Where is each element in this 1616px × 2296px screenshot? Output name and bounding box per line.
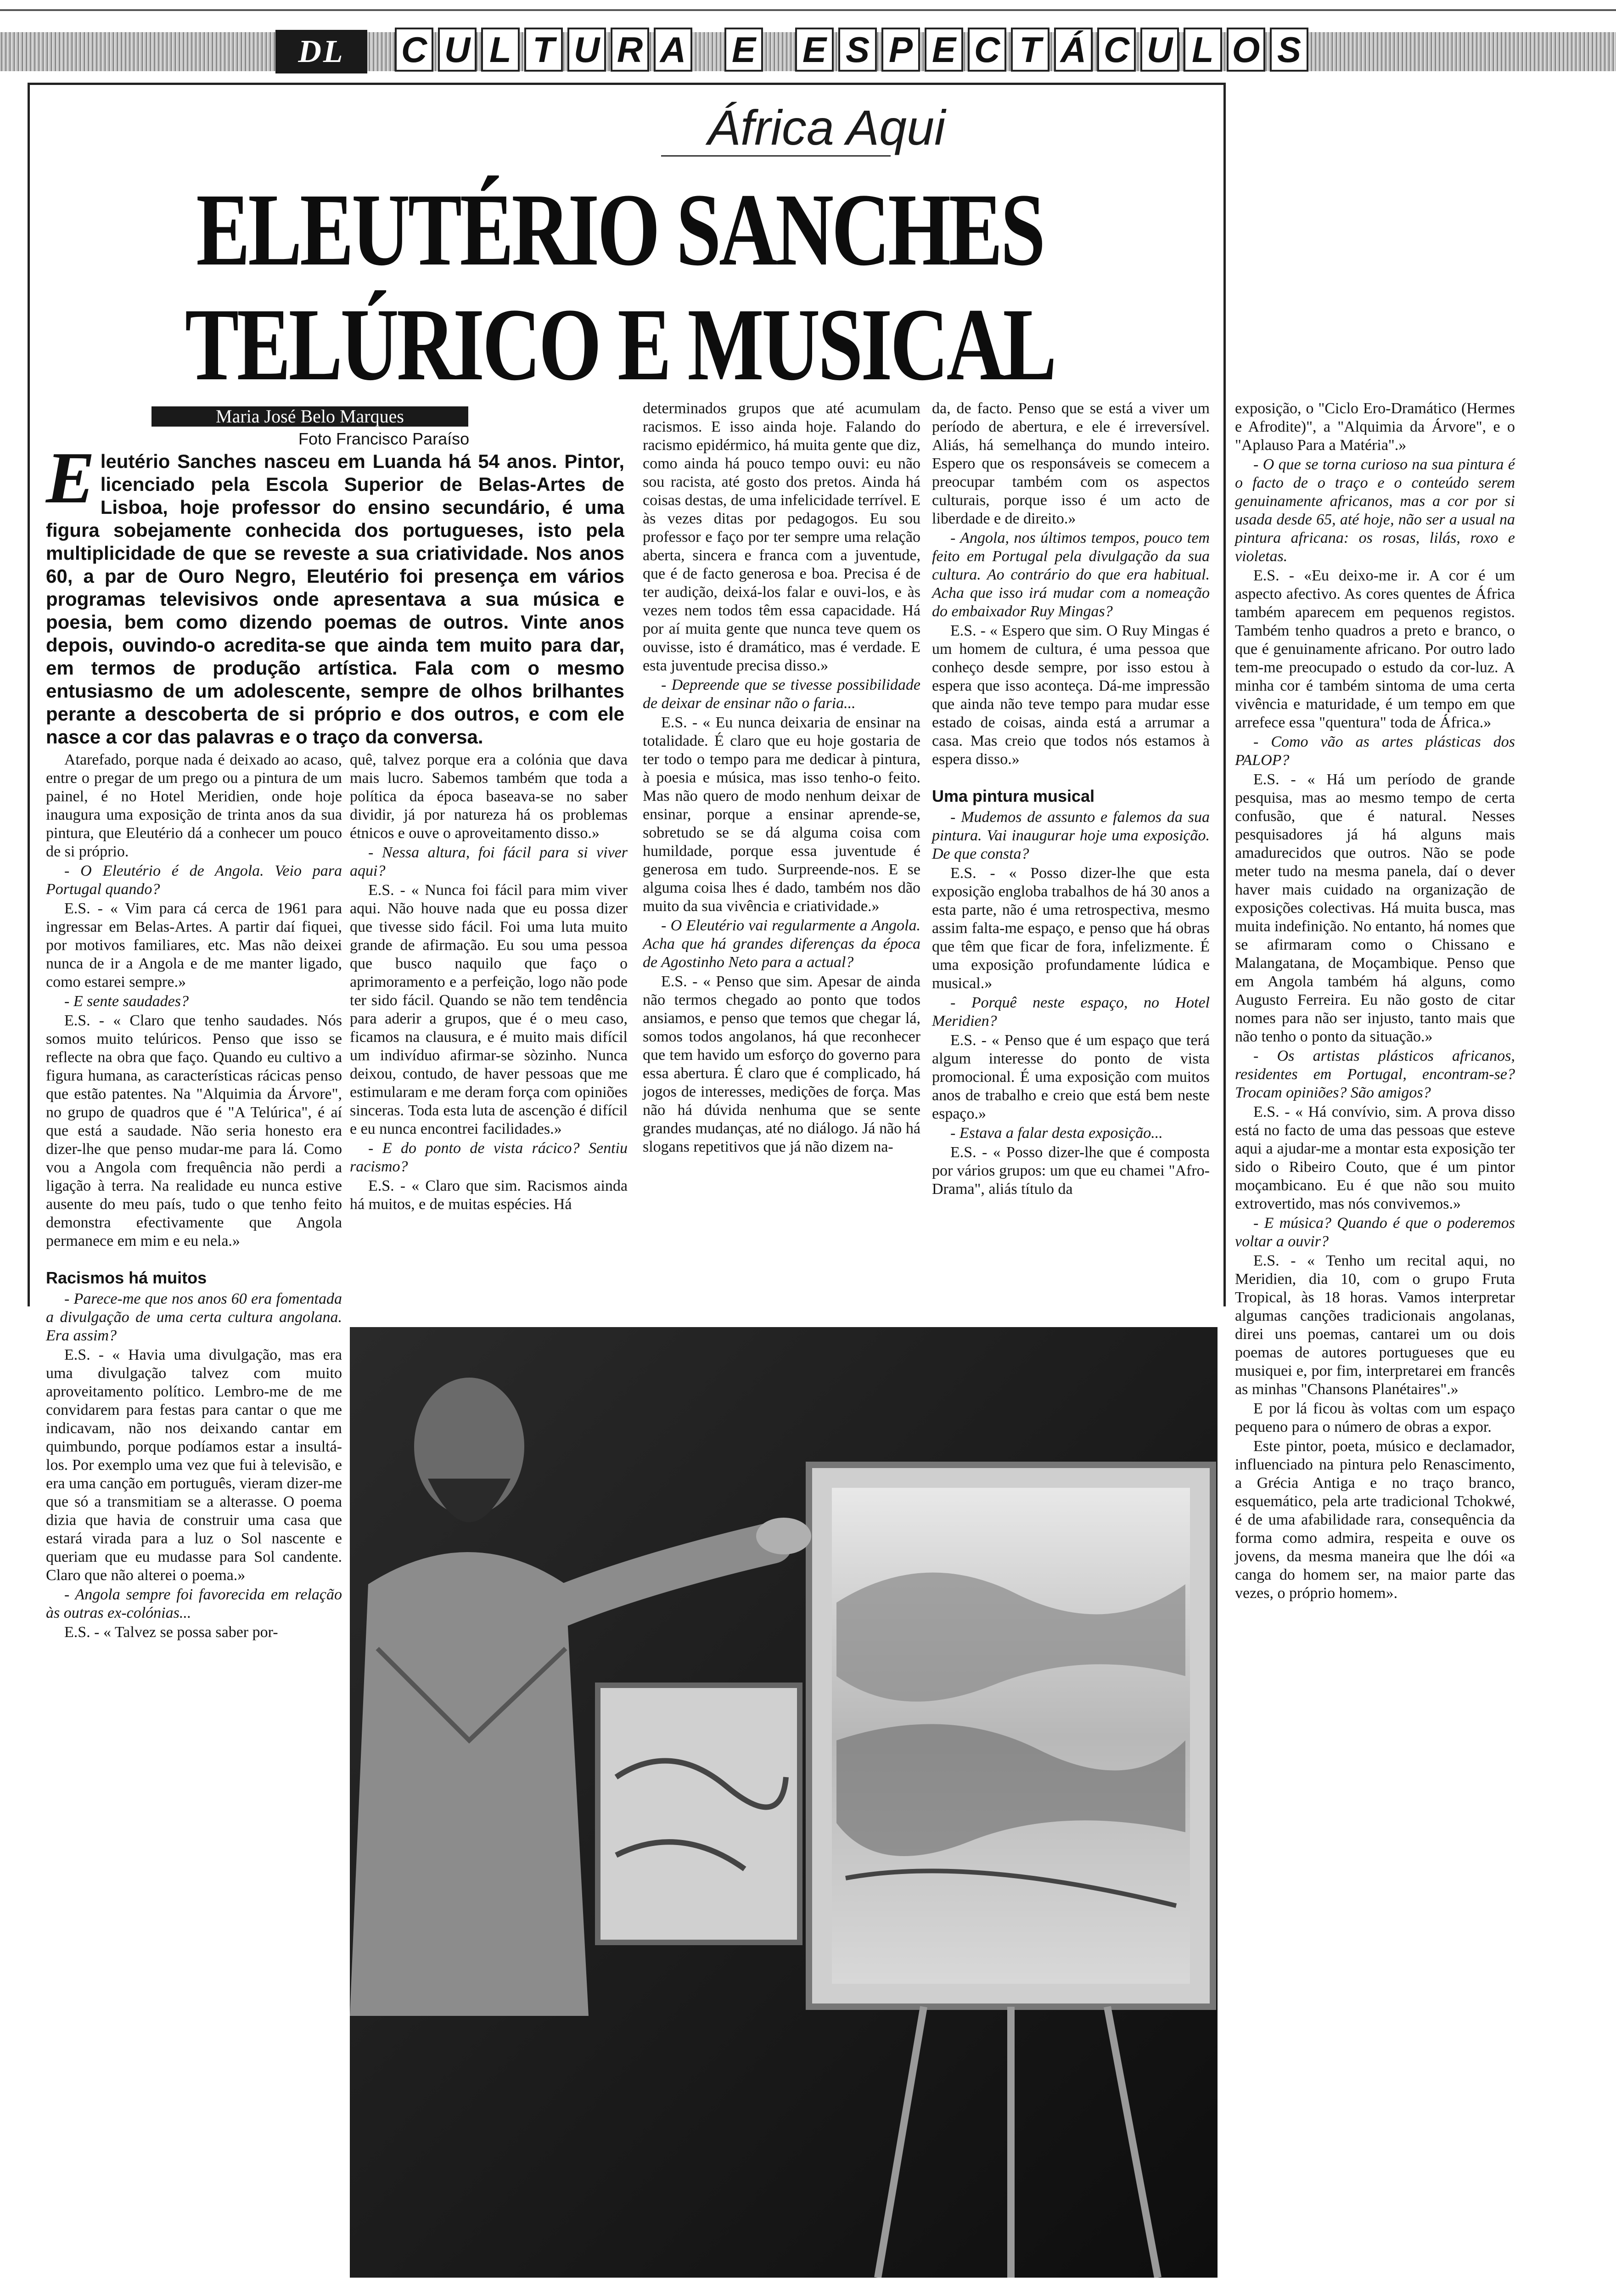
- section-title-letter: T: [1011, 28, 1049, 72]
- section-title-letter: U: [1140, 28, 1179, 72]
- interview-question: - O que se torna curioso na sua pintura é o facto de o traço e o conteúdo serem genuinamente africanos, mas a cor por si usada desde 65, até hoje, não ser a usual na pintura africana: os rosas, lilás, roxo e violetas.: [1235, 456, 1515, 565]
- interview-question: - Depreende que se tivesse possibilidade de deixar de ensinar não o faria...: [643, 676, 920, 712]
- interview-question: - E música? Quando é que o poderemos voltar a ouvir?: [1235, 1215, 1515, 1250]
- interview-question: - Os artistas plásticos africanos, residentes em Portugal, encontram-se? Trocam opiniões? São amigos?: [1235, 1047, 1515, 1101]
- section-title-letter: L: [1184, 28, 1222, 72]
- interview-question: - Mudemos de assunto e falemos da sua pintura. Vai inaugurar hoje uma exposição. De que consta?: [932, 809, 1210, 862]
- paragraph: exposição, o "Ciclo Ero-Dramático (Hermes e Afrodite)", a "Alquimia da Árvore", e o "Aplauso Para a Matéria".»: [1235, 400, 1515, 454]
- paragraph: E.S. - « Nunca foi fácil para mim viver aqui. Não houve nada que eu possa dizer que tivesse sido fácil. Foi uma luta muito grande de afirmação. Eu sou uma pessoa que busco naquilo que faço o aprimoramento e a perfeição, logo não pode ter sido fácil. Quando se não tem tendência para aderir a grupos, que é o meu caso, ficamos na clausura, e é muito mais difícil um indivíduo afirmar-se sòzinho. Nunca deixou, contudo, de haver pessoas que me estimularam e me deram força com opiniões sinceras. Toda esta luta de ascenção é difícil e eu nunca encontrei facilidades.»: [350, 882, 628, 1137]
- paragraph: E.S. - « Penso que é um espaço que terá algum interesse do ponto de vista promocional. É uma exposição com muitos anos de trabalho e creio que está bem neste espaço.»: [932, 1032, 1210, 1122]
- drop-cap: E: [46, 437, 95, 518]
- subheading: Racismos há muitos: [46, 1268, 207, 1287]
- large-painting: [809, 1465, 1213, 2007]
- paragraph: Este pintor, poeta, músico e declamador, influenciado na pintura pelo Renascimento, a Grécia Antiga e no traço branco, esquemático, pela arte tradicional Tchokwé, é de uma afabilidade rara, consequência da forma como admira, respeita e ouve os jovens, da mesma maneira que lhe dói «a canga do homem ser, na maior parte das vezes, o próprio homem».: [1235, 1438, 1515, 1602]
- interview-question: - E do ponto de vista rácico? Sentiu racismo?: [350, 1140, 628, 1175]
- paragraph: E.S. - « Posso dizer-lhe que é composta por vários grupos: um que eu chamei "Afro-Drama", aliás título da: [932, 1144, 1210, 1198]
- section-title-letter: C: [1097, 28, 1136, 72]
- interview-question: - Como vão as artes plásticas dos PALOP?: [1235, 733, 1515, 769]
- paragraph: determinados grupos que até acumulam racismos. E isso ainda hoje. Falando do racismo epidérmico, há muita gente que diz, como ainda há pouco tempo ouvi: eu não sou racista, até gosto dos pretos. Ainda há coisas destas, de uma infelicidade terrível. E às vezes ditas por pedagogos. Eu sou professor e faço por ter sempre uma relação aberta, sincera e franca com a juventude, que é de facto generosa e boa. Precisa é de ter audição, deixá-los falar e ouvi-los, e às vezes nem todos têm essa capacidade. Há por aí muita gente que nunca teve quem os ouvisse, isto é dramático, mas é verdade. E esta juventude precisa disso.»: [643, 400, 920, 674]
- header-top-rule: [0, 9, 1616, 11]
- section-title: [395, 28, 1308, 73]
- headline-line-1: ELEUTÉRIO SANCHES: [196, 172, 1044, 287]
- section-title-gap: [768, 28, 791, 73]
- interview-question: - Estava a falar desta exposição...: [950, 1125, 1163, 1142]
- small-painting: [598, 1685, 800, 1942]
- paragraph: da, de facto. Penso que se está a viver um período de abertura, e ele é irreversível. Aliás, há semelhança do mundo inteiro. Espero que os responsáveis se comecem a preocupar também com os aspectos culturais, porque isso é um acto de liberdade e de direito.»: [932, 400, 1210, 527]
- kicker-underline: [661, 155, 891, 157]
- section-title-letter: S: [1270, 28, 1308, 72]
- paragraph: E.S. - « Claro que sim. Racismos ainda há muitos, e de muitas espécies. Há: [350, 1177, 628, 1213]
- paragraph: E.S. - « Penso que sim. Apesar de ainda não termos chegado ao ponto que todos ansiamos, e penso que temos que chegar lá, somos todos angolanos, há que reconhecer que tem havido um esforço do governo para essa abertura. É claro que é complicado, há jogos de interesses, medições de força. Mas não há dúvida nenhuma que se sente grandes mudanças, até no diálogo. Já não há slogans repetitivos que já não dizem na-: [643, 973, 920, 1155]
- section-title-letter: E: [925, 28, 963, 72]
- section-title-letter: U: [567, 28, 606, 72]
- headline: [172, 172, 1067, 402]
- interview-question: - Angola, nos últimos tempos, pouco tem feito em Portugal pela divulgação da sua cultura. Ao contrário do que era habitual. Acha que isso irá mudar com a nomeação do embaixador Ruy Mingas?: [932, 529, 1210, 620]
- section-title-letter: E: [724, 28, 763, 72]
- section-title-letter: O: [1227, 28, 1265, 72]
- paragraph: E.S. - « Posso dizer-lhe que esta exposição engloba trabalhos de há 30 anos a esta parte, não é uma retrospectiva, mesmo assim falta-me espaço, e penso que há obras que têm que ficar de fora, infelizmente. É uma exposição profundamente lúdica e musical.»: [932, 865, 1210, 992]
- section-title-letter: C: [968, 28, 1006, 72]
- paragraph: E.S. - « Claro que tenho saudades. Nós somos muito telúricos. Penso que isso se reflecte na obra que faço. Quando eu cultivo a figura humana, as características rácicas penso que estão patentes. Na "Alquimia da Árvore", no grupo de quadros que é "A Telúrica", é aí que está a saudade. Não seria honesto era dizer-lhe que penso mudar-me para lá. Como vou a Angola com frequência não perdi a ligação à terra. Na realidade eu nunca estive ausente do meu país, tudo o que tenho feito demonstra efectivamente que Angola permanece em mim e eu nela.»: [46, 1012, 342, 1249]
- interview-question: - Parece-me que nos anos 60 era fomentada a divulgação de uma certa cultura angolana. Era assim?: [46, 1290, 342, 1344]
- section-title-gap: [697, 28, 720, 73]
- column-5: [1235, 400, 1515, 2282]
- paragraph: E por lá ficou às voltas com um espaço pequeno para o número de obras a expor.: [1235, 1400, 1515, 1435]
- interview-question: - O Eleutério é de Angola. Veio para Portugal quando?: [46, 862, 342, 898]
- byline: Maria José Belo Marques: [152, 406, 468, 427]
- paragraph: E.S. - « Espero que sim. O Ruy Mingas é um homem de cultura, é uma pessoa que conheço desde sempre, por isso estou à espera que isso aconteça. Dá-me impressão que ainda não teve tempo para mudar esse estado de coisas, ainda está a arrumar a casa. Mas creio que todos nós estamos à espera disso.»: [932, 622, 1210, 768]
- section-title-letter: U: [438, 28, 477, 72]
- interview-question: - Porquê neste espaço, no Hotel Meridien?: [932, 994, 1210, 1030]
- column-2: [350, 751, 628, 1322]
- dl-logo: DL: [275, 30, 367, 73]
- section-title-letter: E: [795, 28, 834, 72]
- column-3: [643, 400, 920, 1322]
- column-4: [932, 400, 1210, 1322]
- section-title-letter: T: [524, 28, 563, 72]
- photo-artist-with-paintings: [350, 1327, 1218, 2278]
- section-title-letter: L: [481, 28, 520, 72]
- paragraph: E.S. - « Havia uma divulgação, mas era uma divulgação talvez com muito aproveitamento político. Lembro-me de me convidarem para festas para cantar o que me indicavam, não nos deixando cantar em quimbundo, porque podíamos estar a insultá-los. Por exemplo uma vez que fui à televisão, e era uma canção em português, vieram dizer-me que só a transmitiam se a alterasse. O poema dizia que havia de construir uma casa que estará virada para a luz o Sol nascente e queriam que eu mudasse para Sol candente. Claro que não alterei o poema.»: [46, 1346, 342, 1584]
- kicker: África Aqui: [707, 100, 946, 155]
- interview-question: - Angola sempre foi favorecida em relação às outras ex-colónias...: [46, 1586, 342, 1621]
- paragraph: E.S. - « Tenho um recital aqui, no Meridien, dia 10, com o grupo Fruta Tropical, às 18 horas. Vamos interpretar algumas canções tradicionais angolanas, direi uns poemas, cantarei um ou dois poemas de autores portugueses que eu musiquei e, por fim, interpretarei em francês as minhas "Chansons Planétaires".»: [1235, 1252, 1515, 1398]
- paragraph: E.S. - «Eu deixo-me ir. A cor é um aspecto afectivo. As cores quentes de África também aparecem em pequenos registos. Também tenho quadros a preto e branco, o que é genuinamente africano. Por outro lado tem-me preocupado o estudo da cor-luz. A minha cor é também sintoma de uma certa vivência e maturidade, é um tempo em que arrefece essa "quentura" toda de África.»: [1235, 567, 1515, 731]
- paragraph: E.S. - « Há convívio, sim. A prova disso está no facto de uma das pessoas que esteve aqui a ajudar-me a montar esta exposição ter sido o Ribeiro Couto, que é um pintor moçambicano. Eu é que não sou muito extrovertido, mas nós convivemos.»: [1235, 1103, 1515, 1212]
- photo-credit: Foto Francisco Paraíso: [298, 429, 470, 448]
- interview-question: - Nessa altura, foi fácil para si viver aqui?: [350, 844, 628, 879]
- section-title-letter: A: [654, 28, 692, 72]
- paragraph: Atarefado, porque nada é deixado ao acaso, entre o pregar de um prego ou a pintura de um painel, é no Hotel Meridien, onde hoje inaugura uma exposição de trinta anos da sua pintura, que Eleutério dá a conhecer um pouco de si próprio.: [46, 751, 342, 860]
- paragraph: E.S. - « Há um período de grande pesquisa, mas ao mesmo tempo de certa confusão, que é natural. Nesses pesquisadores já há alguns mais amadurecidos que outros. Não se pode meter tudo na mesma panela, daí o dever haver mais cuidado na organização de exposições colectivas. Há muita busca, mas muita indefinição. No entanto, há nomes que se afirmaram como o Chissano e Malangatana, de Moçambique. Penso que em Angola também há alguns, como Augusto Ferreira. Eu não gosto de citar nomes para não ser injusto, tanto mais que não tenho o ponto da situação.»: [1235, 771, 1515, 1045]
- subheading: Uma pintura musical: [932, 787, 1095, 805]
- interview-question: - O Eleutério vai regularmente a Angola. Acha que há grandes diferenças da época de Agostinho Neto para a actual?: [643, 917, 920, 971]
- paragraph: quê, talvez porque era a colónia que dava mais lucro. Sabemos também que toda a política da época baseava-se no saber dividir, já por natureza há os problemas étnicos e ouve o aproveitamento disso.»: [350, 751, 628, 842]
- photo-illustration: [350, 1327, 1218, 2278]
- section-title-letter: P: [881, 28, 920, 72]
- section-title-letter: R: [611, 28, 649, 72]
- section-title-letter: C: [395, 28, 433, 72]
- paragraph: E.S. - « Eu nunca deixaria de ensinar na totalidade. É claro que eu hoje gostaria de ter todo o tempo para me dedicar à pintura, à poesia e música, mas isso tenho-o feito. Mas não quero de modo nenhum deixar de ensinar, porque a ensinar aprende-se, sobretudo se se dá alguma coisa com humildade, porque essa juventude é generosa em tudo. Surpreende-nos. E se alguma coisa lhes é dado, também nos dão muito da sua vivência e criatividade.»: [643, 714, 920, 915]
- paragraph: E.S. - « Vim para cá cerca de 1961 para ingressar em Belas-Artes. A partir daí fiquei, por motivos familiares, etc. Mas não deixei nunca de ir a Angola e de me manter ligado, como estarei sempre.»: [46, 900, 342, 990]
- section-title-letter: Á: [1054, 28, 1093, 72]
- column-1: [46, 751, 342, 2280]
- paragraph: E.S. - « Talvez se possa saber por-: [64, 1624, 278, 1641]
- section-title-letter: S: [838, 28, 877, 72]
- headline-line-2: TELÚRICO E MUSICAL: [185, 287, 1055, 402]
- section-header: [0, 0, 1616, 73]
- interview-question: - E sente saudades?: [64, 993, 189, 1010]
- lead-text: leutério Sanches nasceu em Luanda há 54 anos. Pintor, licenciado pela Escola Superior de Belas-Artes de Lisboa, hoje professor do ensino secundário, é uma figura sobejamente conhecida dos portugueses, isto pela multiplicidade de que se reveste a sua criatividade. Nos anos 60, a par de Ouro Negro, Eleutério foi presença em vários programas televisivos onde apresentava a sua música e poesia, bem como dizendo poemas de outros. Vinte anos depois, ouvindo-o acredita-se que ainda tem muito para dar, em termos de produção artística. Fala com o mesmo entusiasmo de um adolescente, sempre de olhos brilhantes perante a descoberta de si próprio e dos outros, e com ele nasce a cor das palavras e o traço da conversa.: [46, 450, 624, 748]
